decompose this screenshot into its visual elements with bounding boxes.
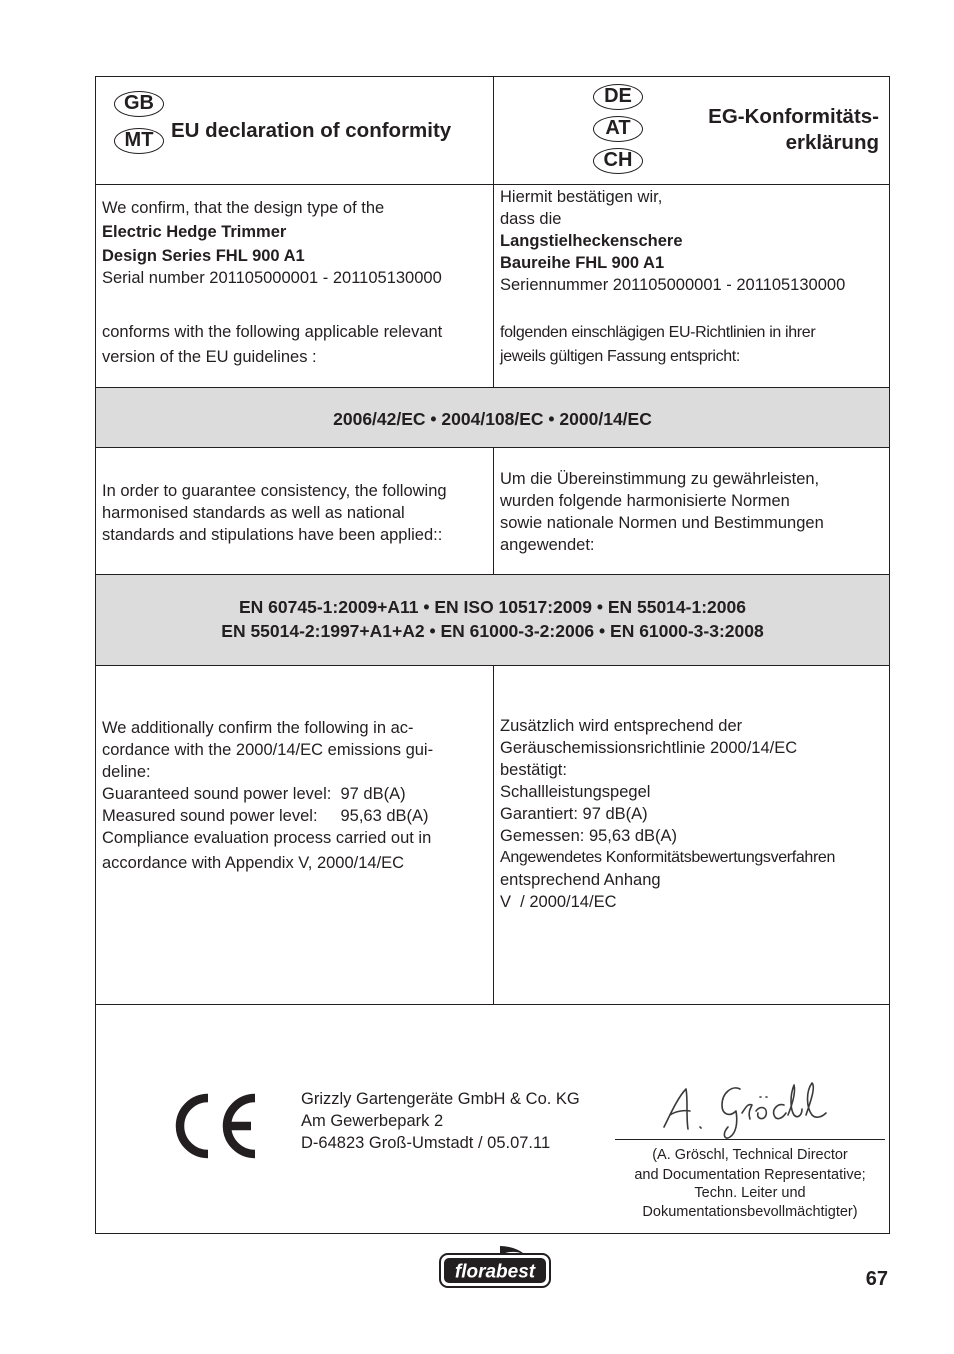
text-line: In order to guarantee consistency, the following	[102, 482, 447, 500]
text-line: wurden folgende harmonisierte Normen	[500, 492, 790, 510]
directives: 2006/42/EC • 2004/108/EC • 2000/14/EC	[333, 409, 652, 429]
badge-ch: CH	[593, 148, 643, 174]
title-de	[708, 104, 879, 156]
company-name: Grizzly Gartengeräte GmbH & Co. KG	[301, 1090, 580, 1108]
badge-de: DE	[593, 84, 643, 110]
conform-line: version of the EU guidelines :	[102, 348, 317, 366]
design-series: Design Series FHL 900 A1	[102, 247, 305, 265]
standards-intro-en	[96, 448, 494, 574]
intro-en	[96, 185, 494, 387]
footer-row	[96, 1005, 889, 1233]
standards-list	[96, 595, 889, 643]
text-line: V / 2000/14/EC	[500, 893, 617, 911]
emissions-de-text	[500, 715, 835, 913]
product-name: Electric Hedge Trimmer	[102, 223, 287, 241]
intro-en-text	[102, 197, 442, 289]
conform-line: folgenden einschlägigen EU-Richtlinien in ihrer	[500, 324, 816, 341]
conform-line: conforms with the following applicable relevant	[102, 323, 443, 341]
measured-level-de: Gemessen: 95,63 dB(A)	[500, 827, 678, 845]
text-line: Schallleistungspegel	[500, 783, 651, 801]
guaranteed-level-de: Garantiert: 97 dB(A)	[500, 805, 648, 823]
product-name-de: Langstielheckenschere	[500, 232, 683, 250]
guaranteed-level: Guaranteed sound power level: 97 dB(A)	[102, 785, 406, 803]
emissions-en-text	[102, 717, 433, 874]
text-line: bestätigt:	[500, 761, 567, 779]
text-line: angewendet:	[500, 536, 595, 554]
text-line: Geräuschemissionsrichtlinie 2000/14/EC	[500, 739, 798, 757]
intro-en-conform	[102, 320, 442, 370]
measured-level: Measured sound power level: 95,63 dB(A)	[102, 807, 429, 825]
text-line: Compliance evaluation process carried out in	[102, 829, 432, 847]
text-line: Angewendetes Konformitätsbewertungsverfahren	[500, 849, 836, 866]
signature-line	[615, 1139, 885, 1140]
standards-intro-row	[96, 448, 889, 575]
street: Am Gewerbepark 2	[301, 1112, 444, 1130]
intro-de-text	[500, 186, 845, 296]
manufacturer-address	[301, 1088, 580, 1154]
city-date: D-64823 Groß-Umstadt / 05.07.11	[301, 1134, 551, 1152]
badge-gb: GB	[114, 91, 164, 117]
florabest-logo-icon	[438, 1244, 552, 1290]
text-line: We additionally confirm the following in ac-	[102, 719, 414, 737]
text-line: Zusätzlich wird entsprechend der	[500, 717, 743, 735]
text-line: sowie nationale Normen und Bestimmungen	[500, 514, 824, 532]
standards-line: EN 55014-2:1997+A1+A2 • EN 61000-3-2:2006 • EN 61000-3-3:2008	[221, 621, 764, 641]
signer-line: (A. Gröschl, Technical Director	[652, 1147, 848, 1163]
header-row	[96, 77, 889, 185]
emissions-en	[96, 666, 494, 1004]
header-left	[96, 77, 494, 184]
badge-mt: MT	[114, 128, 164, 154]
intro-row	[96, 185, 889, 388]
standards-intro-en-text	[102, 480, 447, 546]
standards-intro-de	[494, 448, 889, 574]
emissions-row	[96, 666, 889, 1005]
standards-line: EN 60745-1:2009+A11 • EN ISO 10517:2009 • EN 55014-1:2006	[239, 597, 746, 617]
intro-line: We confirm, that the design type of the	[102, 199, 385, 217]
title-en: EU declaration of conformity	[171, 119, 452, 142]
intro-line: dass die	[500, 210, 562, 228]
header-right	[494, 77, 889, 184]
ce-mark-icon	[171, 1090, 261, 1162]
intro-line: Hiermit bestätigen wir,	[500, 188, 663, 206]
design-series-de: Baureihe FHL 900 A1	[500, 254, 665, 272]
title-de-line: EG-Konformitäts-	[708, 105, 879, 128]
text-line: deline:	[102, 763, 151, 781]
signer-info	[615, 1145, 885, 1222]
badge-at: AT	[593, 116, 643, 142]
brand-name: florabest	[454, 1261, 536, 1283]
text-line: harmonised standards as well as national	[102, 504, 405, 522]
signature-icon	[656, 1075, 846, 1147]
declaration-document	[95, 76, 890, 1234]
signer-line: Techn. Leiter und	[694, 1185, 806, 1201]
text-line: Um die Übereinstimmung zu gewährleisten,	[500, 470, 820, 488]
text-line: accordance with Appendix V, 2000/14/EC	[102, 854, 405, 872]
intro-de	[494, 185, 889, 387]
directives-row	[96, 388, 889, 448]
title-de-line: erklärung	[785, 131, 879, 154]
standards-intro-de-text	[500, 468, 824, 556]
standards-row	[96, 575, 889, 666]
emissions-de	[494, 666, 889, 1004]
text-line: standards and stipulations have been applied::	[102, 526, 443, 544]
conform-line: jeweils gültigen Fassung entspricht:	[500, 348, 740, 365]
serial-number: Serial number 201105000001 - 201105130000	[102, 269, 442, 287]
text-line: cordance with the 2000/14/EC emissions gui-	[102, 741, 434, 759]
serial-number-de: Seriennummer 201105000001 - 201105130000	[500, 276, 846, 294]
signer-line: Dokumentationsbevollmächtigter)	[642, 1204, 858, 1220]
intro-de-conform	[500, 321, 815, 369]
signer-line: and Documentation Representative;	[634, 1167, 866, 1183]
text-line: entsprechend Anhang	[500, 871, 661, 889]
page-number: 67	[865, 1268, 888, 1290]
